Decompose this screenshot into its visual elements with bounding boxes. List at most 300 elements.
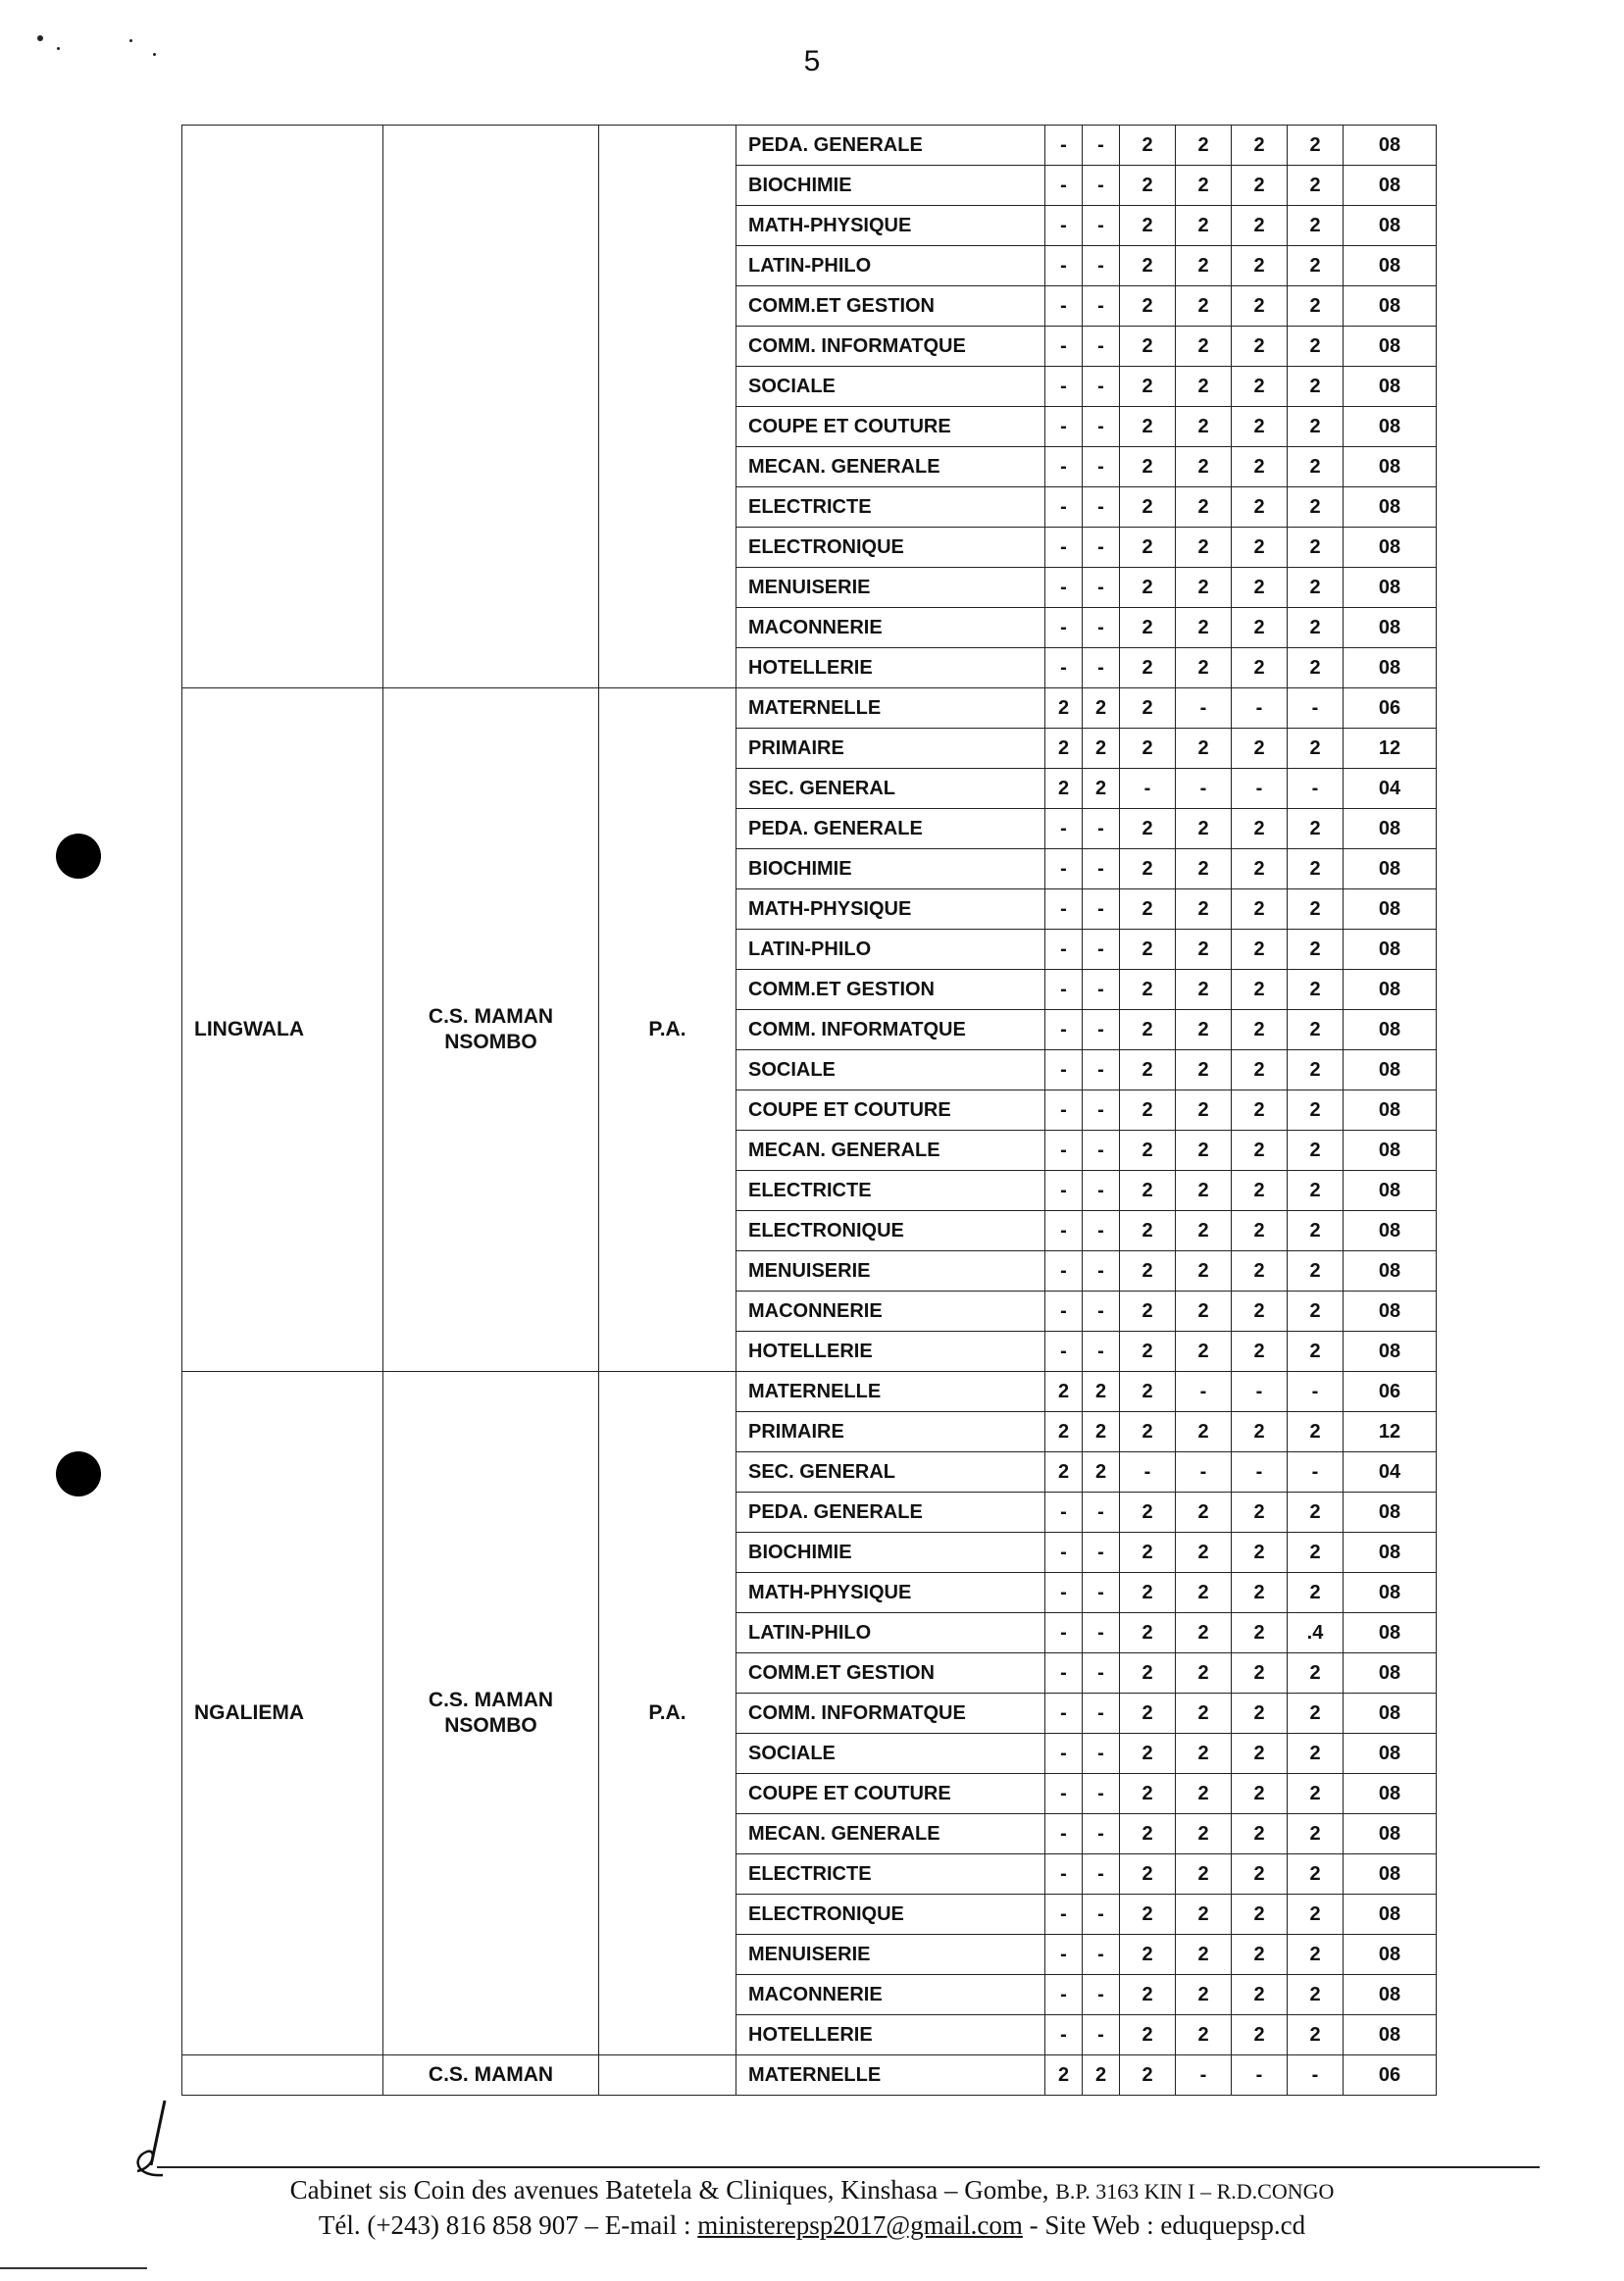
value-cell: 2 [1288,729,1344,769]
value-cell: 2 [1120,1050,1176,1090]
value-cell: 2 [1288,1694,1344,1734]
value-cell: 2 [1288,1332,1344,1372]
total-cell: 06 [1344,1372,1437,1412]
option-cell: MECAN. GENERALE [736,1131,1045,1171]
total-cell: 08 [1344,487,1437,528]
value-cell: 2 [1176,1493,1232,1533]
value-cell: 2 [1288,1533,1344,1573]
value-cell: 2 [1288,1171,1344,1211]
value-cell: 2 [1120,688,1176,729]
value-cell: 2 [1232,608,1288,648]
value-cell: - [1288,2055,1344,2096]
value-cell: - [1083,1292,1120,1332]
value-cell: 2 [1120,1975,1176,2015]
value-cell: 2 [1232,1412,1288,1452]
value-cell: 2 [1083,1452,1120,1493]
value-cell: - [1045,246,1083,286]
value-cell: 2 [1176,1251,1232,1292]
value-cell: - [1176,1372,1232,1412]
value-cell: 2 [1176,206,1232,246]
value-cell: - [1083,126,1120,166]
value-cell: - [1045,206,1083,246]
total-cell: 08 [1344,166,1437,206]
value-cell: - [1045,1694,1083,1734]
option-cell: HOTELLERIE [736,2015,1045,2055]
total-cell: 08 [1344,1090,1437,1131]
value-cell: 2 [1176,1774,1232,1814]
value-cell: 2 [1232,648,1288,688]
value-cell: - [1045,1533,1083,1573]
value-cell: 2 [1232,849,1288,889]
value-cell: 2 [1288,930,1344,970]
total-cell: 08 [1344,1050,1437,1090]
option-cell: COMM. INFORMATQUE [736,1010,1045,1050]
value-cell: - [1083,528,1120,568]
regime-cell: P.A. [599,1372,736,2055]
option-cell: ELECTRICTE [736,487,1045,528]
total-cell: 08 [1344,2015,1437,2055]
value-cell: 2 [1176,1653,1232,1694]
total-cell: 08 [1344,1493,1437,1533]
value-cell: - [1232,1372,1288,1412]
total-cell: 08 [1344,889,1437,930]
total-cell: 08 [1344,1935,1437,1975]
option-cell: PEDA. GENERALE [736,809,1045,849]
total-cell: 08 [1344,809,1437,849]
option-cell: COUPE ET COUTURE [736,1090,1045,1131]
total-cell: 08 [1344,1171,1437,1211]
footer-site: - Site Web : eduquepsp.cd [1022,2210,1306,2240]
value-cell: - [1083,447,1120,487]
value-cell: - [1083,286,1120,327]
value-cell: 2 [1045,688,1083,729]
value-cell: 2 [1120,1493,1176,1533]
value-cell: 2 [1120,930,1176,970]
value-cell: - [1083,327,1120,367]
value-cell: - [1083,1493,1120,1533]
value-cell: 2 [1176,1131,1232,1171]
value-cell: 2 [1120,487,1176,528]
value-cell: 2 [1232,930,1288,970]
value-cell: 2 [1083,1372,1120,1412]
value-cell: - [1083,1694,1120,1734]
option-cell: COMM.ET GESTION [736,1653,1045,1694]
allocation-table [181,125,1437,2096]
value-cell: 2 [1120,849,1176,889]
total-cell: 04 [1344,1452,1437,1493]
value-cell: 2 [1288,1573,1344,1613]
value-cell: 2 [1045,2055,1083,2096]
total-cell: 08 [1344,1734,1437,1774]
value-cell: - [1045,327,1083,367]
value-cell: 2 [1232,1050,1288,1090]
value-cell: - [1083,1090,1120,1131]
value-cell: 2 [1176,528,1232,568]
option-cell: MATERNELLE [736,688,1045,729]
option-cell: SOCIALE [736,367,1045,407]
value-cell: 2 [1120,2015,1176,2055]
value-cell: 2 [1232,1131,1288,1171]
value-cell: - [1045,1010,1083,1050]
value-cell: - [1288,1372,1344,1412]
value-cell: 2 [1120,1372,1176,1412]
value-cell: 2 [1083,1412,1120,1452]
value-cell: 2 [1120,1010,1176,1050]
option-cell: COMM. INFORMATQUE [736,327,1045,367]
value-cell: 2 [1176,1332,1232,1372]
total-cell: 08 [1344,246,1437,286]
value-cell: 2 [1120,1131,1176,1171]
option-cell: MATH-PHYSIQUE [736,206,1045,246]
option-cell: LATIN-PHILO [736,1613,1045,1653]
value-cell: - [1083,568,1120,608]
value-cell: 2 [1120,327,1176,367]
total-cell: 08 [1344,648,1437,688]
value-cell: - [1045,126,1083,166]
value-cell: 2 [1288,809,1344,849]
footer-address [0,2175,1624,2205]
value-cell: 2 [1176,1814,1232,1854]
option-cell: MATERNELLE [736,2055,1045,2096]
value-cell: 2 [1288,1412,1344,1452]
value-cell: - [1232,1452,1288,1493]
value-cell: - [1045,1935,1083,1975]
option-cell: SEC. GENERAL [736,1452,1045,1493]
value-cell: - [1083,1131,1120,1171]
value-cell: - [1232,769,1288,809]
value-cell: 2 [1288,1854,1344,1895]
commune-cell [182,2055,383,2096]
value-cell: 2 [1176,1975,1232,2015]
value-cell: 2 [1176,648,1232,688]
value-cell: - [1232,688,1288,729]
value-cell: - [1083,1774,1120,1814]
value-cell: 2 [1120,1533,1176,1573]
value-cell: 2 [1176,1050,1232,1090]
school-cell [383,126,599,688]
value-cell: 2 [1232,1251,1288,1292]
option-cell: PRIMAIRE [736,729,1045,769]
value-cell: 2 [1045,769,1083,809]
value-cell: 2 [1288,1814,1344,1854]
value-cell: - [1176,2055,1232,2096]
value-cell: - [1232,2055,1288,2096]
value-cell: - [1083,407,1120,447]
total-cell: 08 [1344,1131,1437,1171]
commune-cell [182,126,383,688]
value-cell: 2 [1288,1734,1344,1774]
value-cell: 2 [1120,367,1176,407]
value-cell: 2 [1232,447,1288,487]
value-cell: - [1288,1452,1344,1493]
value-cell: - [1083,1251,1120,1292]
total-cell: 08 [1344,1533,1437,1573]
value-cell: 2 [1232,166,1288,206]
value-cell: 2 [1288,1251,1344,1292]
total-cell: 08 [1344,568,1437,608]
total-cell: 04 [1344,769,1437,809]
value-cell: 2 [1288,367,1344,407]
value-cell: 2 [1120,286,1176,327]
value-cell: 2 [1232,1814,1288,1854]
value-cell: - [1083,367,1120,407]
value-cell: 2 [1120,1613,1176,1653]
option-cell: LATIN-PHILO [736,930,1045,970]
footer-email-link[interactable]: ministerepsp2017@gmail.com [697,2210,1023,2240]
value-cell: - [1045,447,1083,487]
total-cell: 08 [1344,126,1437,166]
total-cell: 12 [1344,729,1437,769]
value-cell: 2 [1232,2015,1288,2055]
value-cell: - [1120,1452,1176,1493]
total-cell: 12 [1344,1412,1437,1452]
value-cell: 2 [1045,1452,1083,1493]
value-cell: - [1045,1653,1083,1694]
value-cell: 2 [1045,1412,1083,1452]
value-cell: 2 [1288,166,1344,206]
value-cell: - [1083,1653,1120,1694]
value-cell: 2 [1120,1211,1176,1251]
value-cell: - [1045,930,1083,970]
value-cell: - [1176,688,1232,729]
value-cell: 2 [1232,1854,1288,1895]
total-cell: 08 [1344,367,1437,407]
option-cell: COUPE ET COUTURE [736,407,1045,447]
total-cell: 06 [1344,2055,1437,2096]
value-cell: 2 [1232,206,1288,246]
total-cell: 08 [1344,1251,1437,1292]
value-cell: 2 [1232,1895,1288,1935]
commune-cell: NGALIEMA [182,1372,383,2055]
value-cell: 2 [1176,126,1232,166]
value-cell: 2 [1288,970,1344,1010]
value-cell: 2 [1176,1573,1232,1613]
total-cell: 08 [1344,1573,1437,1613]
value-cell: - [1045,648,1083,688]
value-cell: 2 [1288,528,1344,568]
value-cell: - [1083,1613,1120,1653]
value-cell: - [1045,970,1083,1010]
value-cell: 2 [1232,528,1288,568]
value-cell: - [1045,528,1083,568]
value-cell: - [1045,1774,1083,1814]
total-cell: 08 [1344,407,1437,447]
value-cell: 2 [1288,1050,1344,1090]
total-cell: 08 [1344,206,1437,246]
value-cell: - [1083,608,1120,648]
value-cell: 2 [1232,1694,1288,1734]
value-cell: - [1083,166,1120,206]
value-cell: 2 [1176,809,1232,849]
value-cell: 2 [1232,1774,1288,1814]
value-cell: 2 [1288,286,1344,327]
value-cell: - [1045,407,1083,447]
value-cell: 2 [1176,608,1232,648]
total-cell: 08 [1344,1814,1437,1854]
value-cell: 2 [1120,809,1176,849]
value-cell: 2 [1120,1895,1176,1935]
school-cell: C.S. MAMAN NSOMBO [383,1372,599,2055]
value-cell: 2 [1176,1854,1232,1895]
total-cell: 08 [1344,1010,1437,1050]
option-cell: MACONNERIE [736,1292,1045,1332]
value-cell: 2 [1232,126,1288,166]
value-cell: - [1045,849,1083,889]
value-cell: - [1176,769,1232,809]
total-cell: 08 [1344,1332,1437,1372]
option-cell: SOCIALE [736,1050,1045,1090]
value-cell: 2 [1120,1854,1176,1895]
value-cell: 2 [1176,930,1232,970]
value-cell: - [1045,1734,1083,1774]
value-cell: 2 [1288,1211,1344,1251]
option-cell: BIOCHIMIE [736,849,1045,889]
value-cell: 2 [1232,1975,1288,2015]
value-cell: 2 [1120,1734,1176,1774]
value-cell: 2 [1176,327,1232,367]
value-cell: - [1083,246,1120,286]
scan-speck [37,35,43,41]
value-cell: 2 [1288,246,1344,286]
total-cell: 08 [1344,930,1437,970]
value-cell: 2 [1120,1573,1176,1613]
value-cell: 2 [1176,1090,1232,1131]
value-cell: 2 [1288,206,1344,246]
value-cell: 2 [1083,2055,1120,2096]
total-cell: 08 [1344,1895,1437,1935]
regime-cell [599,2055,736,2096]
table-row [182,688,1437,729]
value-cell: - [1288,769,1344,809]
value-cell: - [1045,1251,1083,1292]
value-cell: 2 [1288,849,1344,889]
value-cell: - [1045,1854,1083,1895]
value-cell: - [1083,2015,1120,2055]
value-cell: - [1045,809,1083,849]
value-cell: 2 [1120,206,1176,246]
value-cell: 2 [1288,608,1344,648]
value-cell: 2 [1232,729,1288,769]
value-cell: 2 [1288,327,1344,367]
value-cell: 2 [1288,648,1344,688]
value-cell: 2 [1288,2015,1344,2055]
value-cell: - [1045,1814,1083,1854]
option-cell: MACONNERIE [736,608,1045,648]
table-row [182,1372,1437,1412]
value-cell: 2 [1120,1251,1176,1292]
footer-address-text: Cabinet sis Coin des avenues Batetela & Cliniques, Kinshasa – Gombe, [289,2175,1056,2205]
value-cell: - [1083,1734,1120,1774]
option-cell: ELECTRICTE [736,1171,1045,1211]
value-cell: 2 [1176,246,1232,286]
value-cell: 2 [1176,1412,1232,1452]
option-cell: MATH-PHYSIQUE [736,1573,1045,1613]
value-cell: - [1045,1131,1083,1171]
value-cell: 2 [1176,1895,1232,1935]
total-cell: 08 [1344,447,1437,487]
option-cell: COMM.ET GESTION [736,286,1045,327]
option-cell: MACONNERIE [736,1975,1045,2015]
value-cell: - [1083,1935,1120,1975]
value-cell: 2 [1176,166,1232,206]
value-cell: - [1083,1171,1120,1211]
value-cell: - [1083,1854,1120,1895]
total-cell: 08 [1344,1653,1437,1694]
value-cell: 2 [1120,1412,1176,1452]
value-cell: 2 [1120,2055,1176,2096]
value-cell: .4 [1288,1613,1344,1653]
value-cell: - [1045,1493,1083,1533]
value-cell: 2 [1288,487,1344,528]
value-cell: 2 [1176,1171,1232,1211]
option-cell: ELECTRONIQUE [736,1895,1045,1935]
value-cell: 2 [1176,407,1232,447]
value-cell: 2 [1288,1935,1344,1975]
footer-postal: B.P. 3163 KIN I – R.D.CONGO [1055,2179,1335,2204]
value-cell: 2 [1288,126,1344,166]
option-cell: MATH-PHYSIQUE [736,889,1045,930]
total-cell: 08 [1344,849,1437,889]
option-cell: ELECTRONIQUE [736,528,1045,568]
value-cell: 2 [1120,246,1176,286]
value-cell: 2 [1120,166,1176,206]
footer-rule [157,2166,1540,2168]
value-cell: 2 [1232,970,1288,1010]
value-cell: 2 [1120,1171,1176,1211]
value-cell: 2 [1120,528,1176,568]
value-cell: 2 [1083,688,1120,729]
value-cell: 2 [1232,286,1288,327]
option-cell: PRIMAIRE [736,1412,1045,1452]
value-cell: - [1045,889,1083,930]
value-cell: 2 [1176,367,1232,407]
value-cell: 2 [1120,648,1176,688]
value-cell: 2 [1288,1131,1344,1171]
value-cell: 2 [1120,1694,1176,1734]
punch-hole [56,1451,101,1496]
value-cell: 2 [1232,568,1288,608]
value-cell: 2 [1232,1332,1288,1372]
option-cell: BIOCHIMIE [736,1533,1045,1573]
option-cell: COMM. INFORMATQUE [736,1694,1045,1734]
value-cell: 2 [1232,889,1288,930]
page-number: 5 [803,45,821,77]
value-cell: - [1045,2015,1083,2055]
value-cell: - [1083,930,1120,970]
value-cell: 2 [1288,1975,1344,2015]
value-cell: 2 [1120,608,1176,648]
total-cell: 08 [1344,1854,1437,1895]
value-cell: 2 [1232,1090,1288,1131]
value-cell: - [1045,1332,1083,1372]
value-cell: 2 [1232,1292,1288,1332]
value-cell: 2 [1045,1372,1083,1412]
total-cell: 08 [1344,1211,1437,1251]
value-cell: 2 [1176,1211,1232,1251]
value-cell: - [1083,1050,1120,1090]
option-cell: ELECTRICTE [736,1854,1045,1895]
value-cell: 2 [1232,1653,1288,1694]
option-cell: HOTELLERIE [736,1332,1045,1372]
value-cell: - [1083,487,1120,528]
value-cell: 2 [1120,1090,1176,1131]
value-cell: - [1045,1090,1083,1131]
value-cell: - [1045,608,1083,648]
value-cell: 2 [1232,1613,1288,1653]
value-cell: - [1045,286,1083,327]
value-cell: 2 [1176,487,1232,528]
value-cell: 2 [1120,1292,1176,1332]
